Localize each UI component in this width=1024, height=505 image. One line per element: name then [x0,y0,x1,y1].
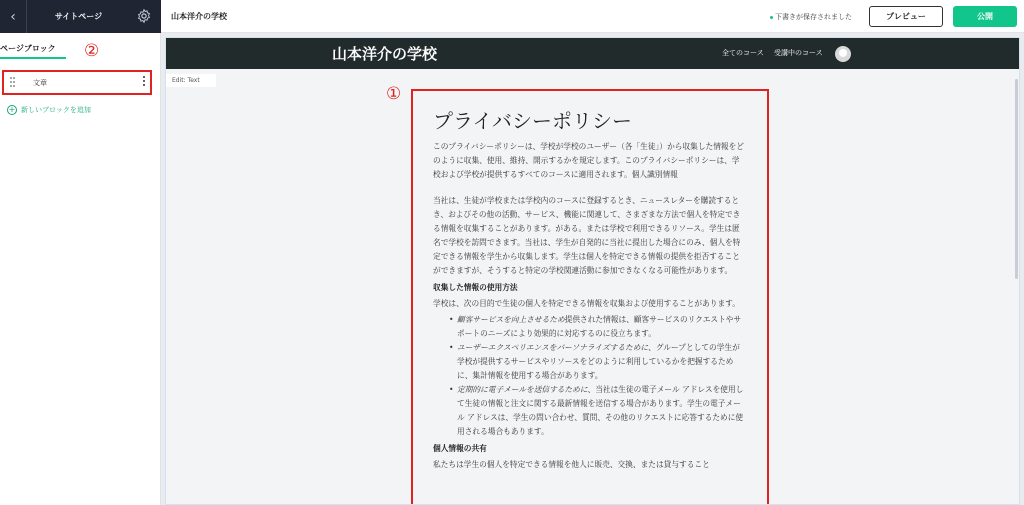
usage-heading: 収集した情報の使用方法 [433,283,518,292]
nav-enrolled-courses[interactable]: 受講中のコース [774,49,823,57]
more-options-icon[interactable] [143,76,146,88]
text-block-content[interactable] [411,89,769,505]
sidebar [0,33,161,505]
chevron-left-icon: ‹ [10,8,16,25]
gear-icon[interactable] [136,8,152,24]
plus-circle-icon: + [8,105,16,114]
back-button[interactable] [0,0,27,33]
top-bar [0,0,1024,33]
status-dot-icon [770,16,773,19]
drag-handle-icon[interactable] [10,77,16,87]
usage-intro: 学校は、次の目的で生徒の個人を特定できる情報を収集および使用することがあります。 [433,299,740,308]
list-item: • ユーザーエクスペリエンスをパーソナライズするために、グループとしての学生が学校が提供するサービスやリソースをどのように利用しているかを把握するために、集計情報を使用する場合があります。 [451,341,747,383]
usage-list [433,313,747,439]
block-item-text[interactable] [2,70,152,95]
page-title: プライバシーポリシー [433,109,632,133]
collection-paragraph: 当社は、生徒が学校または学校内のコースに登録するとき、ニュースレターを購読するとき、およびその他の活動、サービス、機能に関連して、さまざまな方法で個人を特定できる情報を収集することがあります。がある。または学校で利用できるリソース。学生は匿名で学校を訪問できます。当社は、学生が自発的に当社に提出した場合にのみ、個人を特定できる情報を学生から収集します。学生は個人を特定できる情報の提供を拒否することができますが、そうすると特定の学校関連活動に参加できなくなる可能性があります。 [433,196,741,275]
block-item-label: 文章 [33,79,47,87]
site-page-label: サイトページ [54,12,103,21]
annotation-marker-1: ① [386,84,402,104]
list-item: • 顧客サービスを向上させるため提供された情報は、顧客サービスのリクエストやサポートのニーズにより効果的に対応するのに役立ちます。 [451,313,747,341]
add-block-button[interactable] [7,105,91,115]
avatar[interactable] [835,46,851,62]
share-heading: 個人情報の共有 [433,444,487,453]
nav-all-courses[interactable]: 全てのコース [722,49,764,57]
site-nav-bar [166,38,1020,69]
school-name: 山本洋介の学校 [171,12,227,21]
list-item: • 定期的に電子メールを送信するために、当社は生徒の電子メール アドレスを使用して生徒の情報と注文に関する最新情報を送信する場合があります。学生の電子メール アドレスは、学生の問い合わせ、質問、その他のリクエストに応答するために使用される場合もあります。 [451,383,747,439]
page-preview-frame [165,37,1020,505]
save-status: 下書きが保存されました [770,12,852,22]
site-title[interactable]: 山本洋介の学校 [332,45,438,63]
annotation-marker-2: ② [84,41,100,61]
intro-paragraph: このプライバシーポリシーは、学校が学校のユーザー（各「生徒」）から収集した情報をどのように収集、使用、維持、開示するかを規定します。このプライバシーポリシーは、学校および学校が提供するすべてのコースに適用されます。個人識別情報 [433,142,744,179]
sidebar-header [0,0,161,33]
editor-canvas [161,33,1024,505]
tab-page-blocks[interactable]: ページブロック [0,43,66,59]
publish-button[interactable]: 公開 [953,6,1017,27]
preview-button[interactable]: プレビュー [869,6,943,27]
edit-text-tag: Edit: Text [166,74,216,87]
scrollbar[interactable] [1013,69,1019,505]
scrollbar-thumb[interactable] [1015,79,1018,279]
share-paragraph: 私たちは学生の個人を特定できる情報を他人に販売、交換、または貸与すること [433,460,710,469]
add-block-label: 新しいブロックを追加 [21,106,91,114]
